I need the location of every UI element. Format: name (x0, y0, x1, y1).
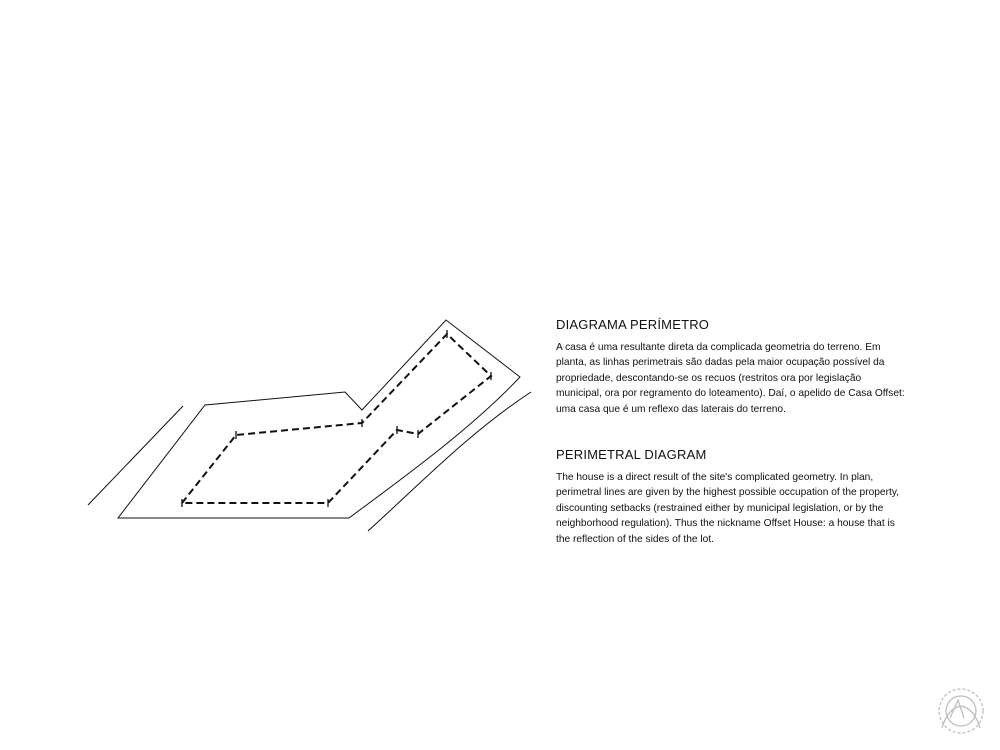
vertex-markers (182, 330, 491, 507)
street-line-right (368, 392, 531, 531)
heading-en: PERIMETRAL DIAGRAM (556, 447, 707, 462)
portuguese-description (556, 317, 906, 417)
body-en: The house is a direct result of the site's complicated geometry. In plan, perimetral lines are given by the highest possible occupation of the property, discounting setbacks (restrained either by municipal legislation, or by the neighborhood regulation). Thus the nickname Offset House: a house that is the reflection of the sides of the lot. (556, 472, 899, 545)
lot-outline (118, 320, 520, 518)
logo-watermark (928, 678, 994, 744)
heading-pt: DIAGRAMA PERÍMETRO (556, 317, 710, 332)
english-description (556, 447, 906, 547)
offset-perimeter (182, 334, 491, 503)
body-pt: A casa é uma resultante direta da complicada geometria do terreno. Em planta, as linhas perimetrais são dadas pela maior ocupação possível da propriedade, descontando-se os recuos (restritos ora por legislação municipal, ora por regramento do loteamento). Daí, o apelido de Casa Offset: uma casa que é um reflexo das laterais do terreno. (556, 342, 905, 415)
street-line-left (88, 406, 183, 505)
